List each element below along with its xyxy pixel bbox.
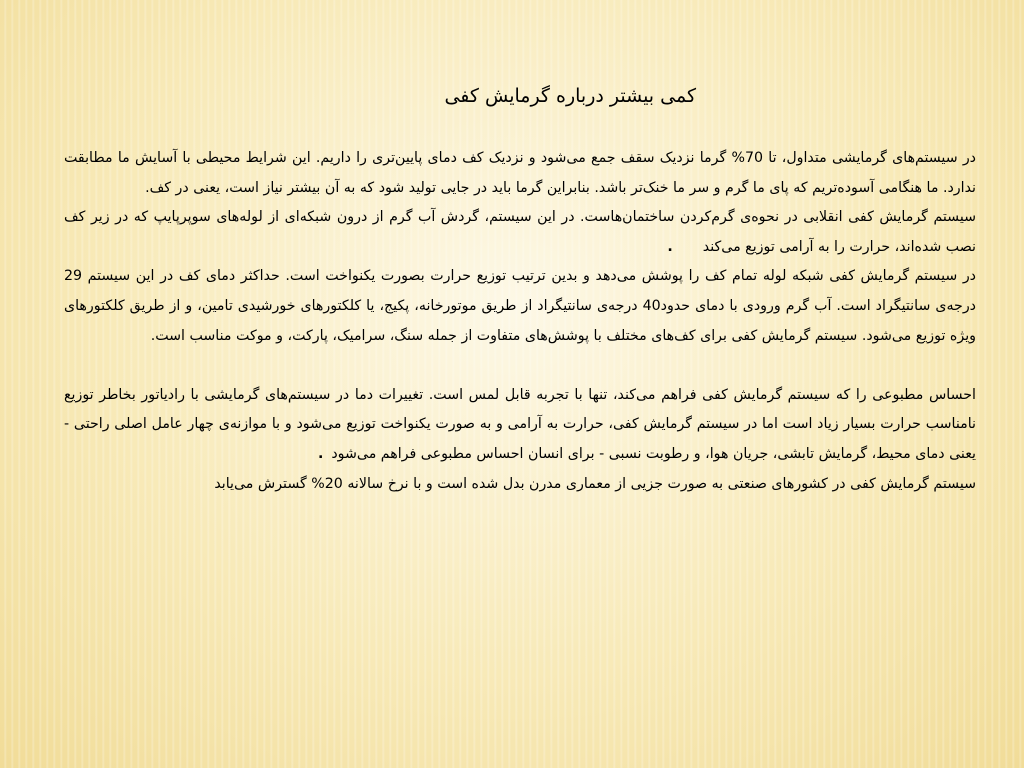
paragraph-5: سیستم گرمایش کفی در کشورهای صنعتی به صورت جزیی از معماری مدرن بدل شده است و با نرخ سالانه 20% گسترش می‌یابد bbox=[214, 475, 976, 492]
paragraph-2-text: سیستم گرمایش کفی انقلابی در نحوه‌ی گرم‌کردن ساختمان‌هاست. در این سیستم، گردش آب گرم از درون شبکه‌ای از لوله‌های سوپرپایپ که در زیر کف نصب شده‌اند، حرارت را به آرامی توزیع می‌کند bbox=[64, 209, 976, 255]
paragraph-1: در سیستم‌های گرمایشی متداول، تا 70% گرما نزدیک سقف جمع می‌شود و نزدیک کف دمای پایین‌تری را داریم. این شرایط محیطی با آسایش ما مطابقت ندارد. ما هنگامی آسوده‌تریم که پای ما گرم و سر ما خنک‌تر باشد. بنابراین گرما باید در جایی تولید شود که به آن بیشتر نیاز است، یعنی در کف. bbox=[64, 150, 977, 196]
paragraph-4-text: احساس مطبوعی را که سیستم گرمایش کفی فراهم می‌کند، تنها با تجربه قابل لمس است. تغییرات دما در سیستم‌های گرمایشی با رادیاتور بخاطر توزیع نامناسب حرارت بسیار زیاد است اما در سیستم گرمایش کفی، حرارت به آرامی و به صورت یکنواخت توزیع می‌شود و با موازنه‌ی چهار عامل اصلی راحتی - یعنی دمای محیط، گرمایش تابشی، جریان هوا، و رطوبت نسبی - برای انسان احساس مطبوعی فراهم می‌شود bbox=[64, 386, 976, 462]
bullet-dot: . bbox=[667, 238, 673, 255]
slide-body bbox=[64, 144, 976, 499]
bullet-dot: . bbox=[317, 445, 324, 462]
slide-title: کمی بیشتر درباره گرمایش کفی bbox=[444, 85, 696, 107]
paragraph-4 bbox=[64, 381, 976, 470]
paragraph-2 bbox=[64, 203, 976, 262]
paragraph-3: در سیستم گرمایش کفی شبکه لوله تمام کف را پوشش می‌دهد و بدین ترتیب توزیع حرارت بصورت یکنواخت است. حداکثر دمای کف در این سیستم 29 درجه‌ی سانتیگراد است. آب گرم ورودی با دمای حدود40 درجه‌ی سانتیگراد از طریق موتورخانه، پکیج، یا کلکتورهای خورشیدی تامین، و از طریق کلکتورهای ویژه توزیع می‌شود. سیستم گرمایش کفی برای کف‌های مختلف با پوشش‌های متفاوت از جمله سنگ، سرامیک، پارکت، و موکت مناسب است. bbox=[64, 268, 976, 344]
